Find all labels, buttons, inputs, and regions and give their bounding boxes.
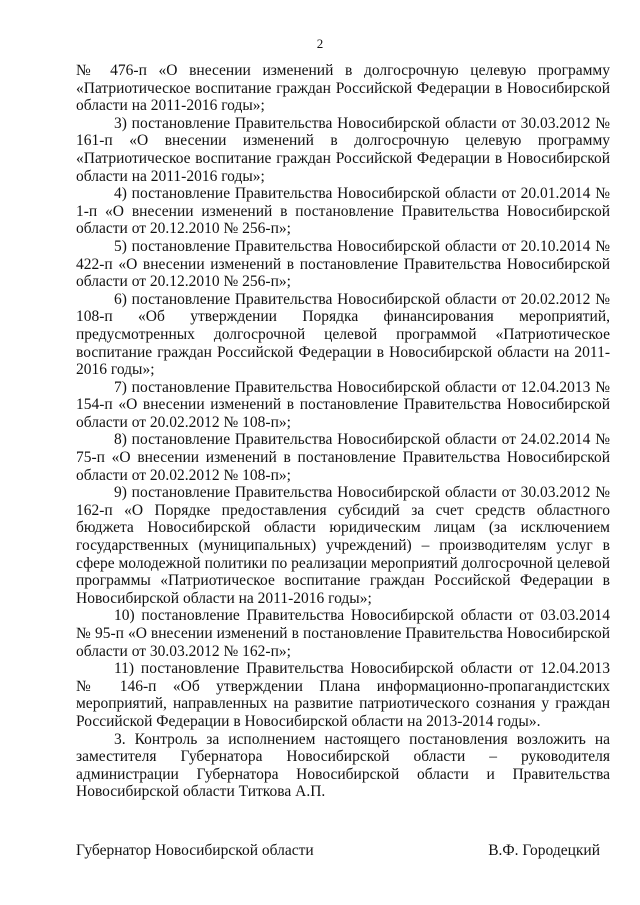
list-item-6: 6) постановление Правительства Новосибирской области от 20.02.2012 № 108-п «Об утверждении Порядка финансирования мероприятий, предусмотренных долгосрочной целевой программой «Патриотическое воспитание граждан Российской Федерации в Новосибирской области на 2011-2016 годы»; — [76, 290, 610, 379]
signatory-position: Губернатор Новосибирской области — [76, 842, 314, 859]
signatory-name: В.Ф. Городецкий — [488, 842, 600, 859]
document-body — [76, 62, 610, 801]
list-item-3: 3) постановление Правительства Новосибирской области от 30.03.2012 № 161-п «О внесении изменений в долгосрочную целевую программу «Патриотическое воспитание граждан Российской Федерации в Новосибирской области на 2011-2016 годы»; — [76, 114, 610, 185]
list-item-7: 7) постановление Правительства Новосибирской области от 12.04.2013 № 154-п «О внесении изменений в постановление Правительства Новосибирской области от 20.02.2012 № 108-п»; — [76, 378, 610, 431]
list-item-5: 5) постановление Правительства Новосибирской области от 20.10.2014 № 422-п «О внесении изменений в постановление Правительства Новосибирской области от 20.12.2010 № 256-п»; — [76, 237, 610, 291]
list-item-8: 8) постановление Правительства Новосибирской области от 24.02.2014 № 75-п «О внесении изменений в постановление Правительства Новосибирской области от 20.02.2012 № 108-п»; — [76, 431, 610, 484]
page-number: 2 — [316, 36, 324, 51]
list-item-11: 11) постановление Правительства Новосибирской области от 12.04.2013 № 146-п «Об утверждении Плана информационно-пропагандистских мероприятий, направленных на развитие патриотического сознания у граждан Российской Федерации в Новосибирской области на 2013-2014 годы». — [76, 660, 610, 730]
paragraph-continuation: № 476-п «О внесении изменений в долгосрочную целевую программу «Патриотическое воспитание граждан Российской Федерации в Новосибирской области на 2011-2016 годы»; — [76, 62, 610, 115]
control-clause: 3. Контроль за исполнением настоящего постановления возложить на заместителя Губернатора Новосибирской области – руководителя администрации Губернатора Новосибирской области и Правительства Новосибирской области Титкова А.П. — [76, 730, 610, 801]
list-item-10: 10) постановление Правительства Новосибирской области от 03.03.2014 № 95-п «О внесении изменений в постановление Правительства Новосибирской области от 30.03.2012 № 162-п»; — [76, 607, 610, 660]
list-item-9: 9) постановление Правительства Новосибирской области от 30.03.2012 № 162-п «О Порядке предоставления субсидий за счет средств областного бюджета Новосибирской области юридическим лицам (за исключением государственных (муниципальных) учреждений) – производителям услуг в сфере молодежной политики по реализации мероприятий долгосрочной целевой программы «Патриотическое воспитание граждан Российской Федерации в Новосибирской области на 2011-2016 годы»; — [76, 484, 610, 607]
list-item-4: 4) постановление Правительства Новосибирской области от 20.01.2014 № 1-п «О внесении изменений в постановление Правительства Новосибирской области от 20.12.2010 № 256-п»; — [76, 185, 610, 238]
